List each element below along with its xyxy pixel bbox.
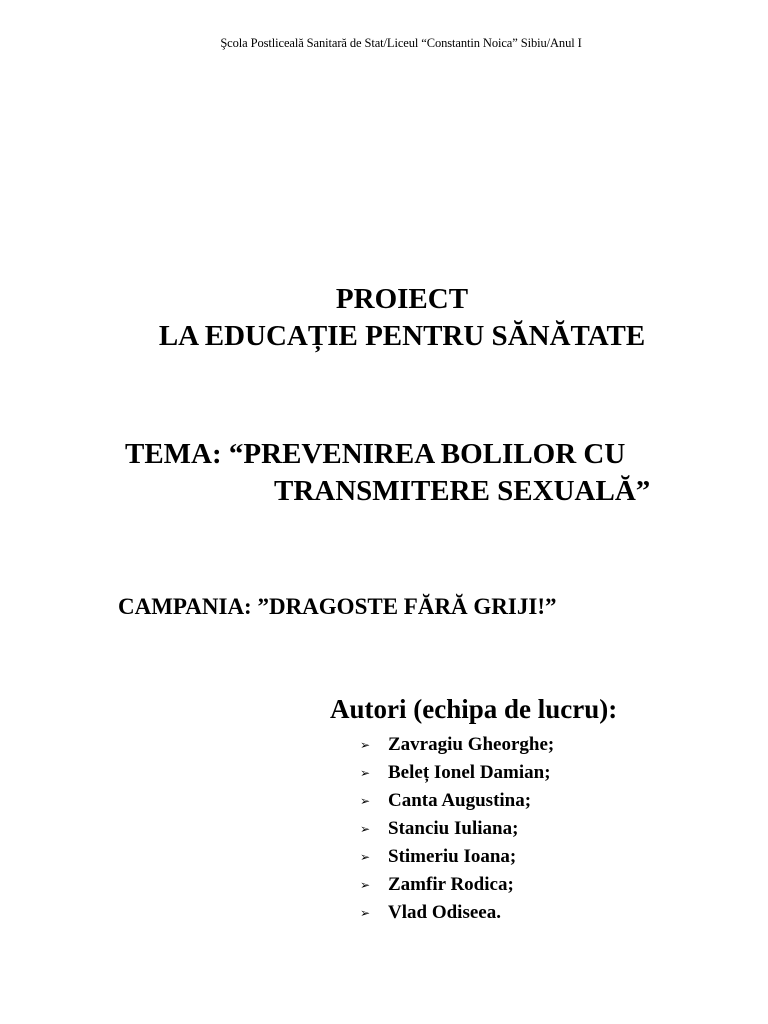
- author-item: [360, 731, 554, 759]
- theme-line-2: TRANSMITERE SEXUALĂ”: [274, 475, 651, 507]
- authors-list: [360, 731, 554, 927]
- author-name: Zamfir Rodica;: [388, 874, 514, 895]
- author-item: [360, 787, 554, 815]
- arrowhead-bullet-icon: ➢: [360, 850, 371, 864]
- arrowhead-bullet-icon: ➢: [360, 794, 371, 808]
- author-name: Zavragiu Gheorghe;: [388, 734, 555, 755]
- author-item: [360, 871, 554, 899]
- author-item: [360, 843, 554, 871]
- project-title: [0, 281, 768, 355]
- arrowhead-bullet-icon: ➢: [360, 766, 371, 780]
- author-item: [360, 815, 554, 843]
- campaign-title: CAMPANIA: ”DRAGOSTE FĂRĂ GRIJI!”: [118, 594, 557, 619]
- school-header: Şcola Postliceală Sanitară de Stat/Liceul “Constantin Noica” Sibiu/Anul I: [220, 36, 582, 50]
- theme-line-1: TEMA: “PREVENIREA BOLILOR CU: [125, 438, 626, 470]
- arrowhead-bullet-icon: ➢: [360, 822, 371, 836]
- title-line-2: LA EDUCAȚIE PENTRU SĂNĂTATE: [158, 320, 646, 352]
- author-name: Vlad Odiseea.: [388, 902, 501, 923]
- author-name: Beleț Ionel Damian;: [388, 762, 551, 783]
- arrowhead-bullet-icon: ➢: [360, 878, 371, 892]
- arrowhead-bullet-icon: ➢: [360, 738, 371, 752]
- arrowhead-bullet-icon: ➢: [360, 906, 371, 920]
- author-name: Stanciu Iuliana;: [388, 818, 519, 839]
- author-item: [360, 759, 554, 787]
- author-name: Stimeriu Ioana;: [388, 846, 517, 867]
- author-item: [360, 899, 554, 927]
- authors-heading: Autori (echipa de lucru):: [330, 694, 618, 724]
- title-line-1: PROIECT: [335, 283, 469, 315]
- author-name: Canta Augustina;: [388, 790, 532, 811]
